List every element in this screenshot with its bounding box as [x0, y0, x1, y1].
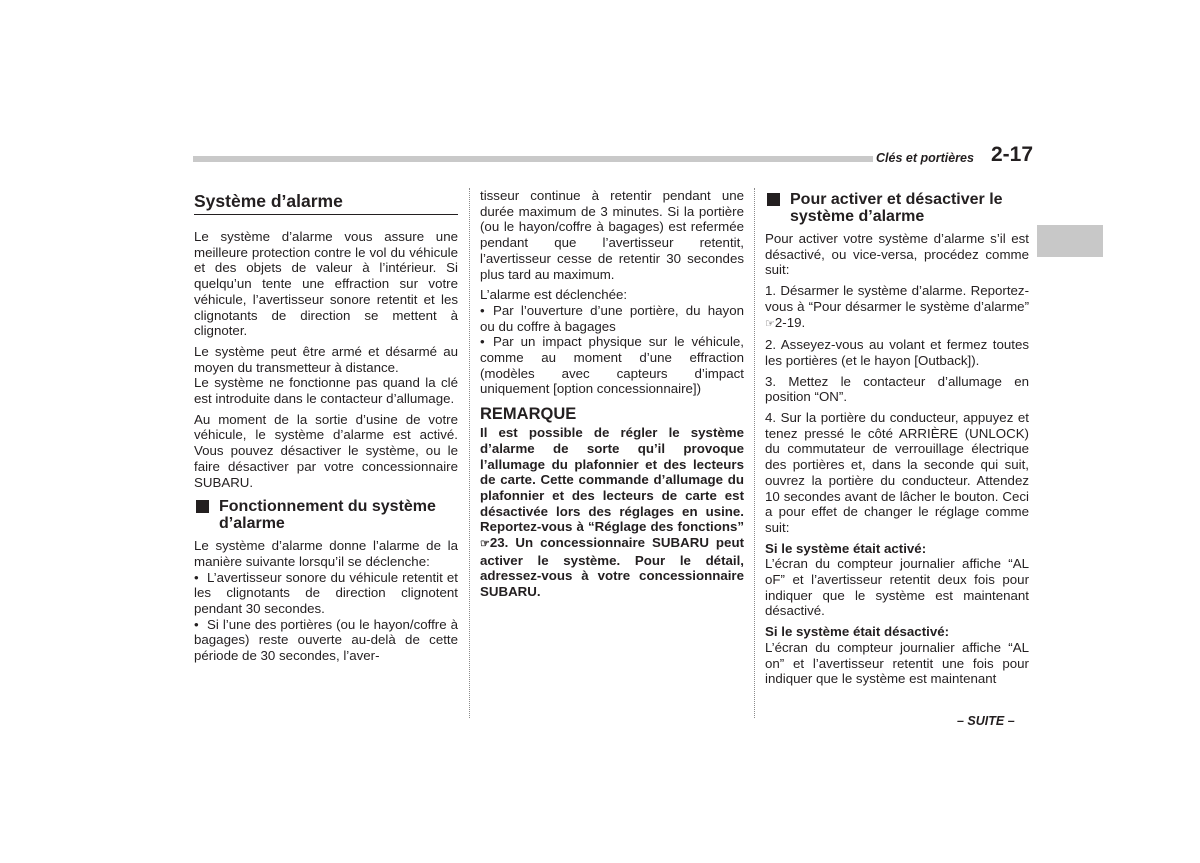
paragraph: Le système d’alarme vous assure une meilleure protection contre le vol du véhicule et des objets de valeur à l’intérieur. Si quelqu’un tente une effraction sur votre véhicule, l’avertisseur sonore retentit et les clignotants de direction se mettent à clignoter. [194, 229, 458, 339]
subsection-heading-text: Fonctionnement du système d’alarme [219, 498, 436, 533]
square-bullet-icon [767, 193, 780, 206]
bullet-text: Par l’ouverture d’une portière, du hayon ou du coffre à bagages [480, 302, 744, 334]
subsection-heading [194, 498, 458, 532]
chapter-tab [1037, 225, 1103, 257]
bullet-item [194, 570, 458, 617]
paragraph: Le système ne fonctionne pas quand la clé est introduite dans le contacteur d’allumage. [194, 375, 458, 407]
reference-pointer-icon: ☞ [480, 538, 490, 551]
bullet-text: Par un impact physique sur le véhicule, comme au moment d’une effraction (modèles avec capteurs d’impact uniquement [option concessionnaire]) [480, 334, 744, 397]
step-item: 2. Asseyez-vous au volant et fermez toutes les portières (et le hayon [Outback]). [765, 337, 1029, 368]
page-reference: 2-19. [774, 314, 806, 330]
header-rule [193, 156, 873, 162]
step-item: 3. Mettez le contacteur d’allumage en position “ON”. [765, 373, 1029, 405]
bullet-icon: • [194, 569, 199, 585]
chapter-title: Clés et portières [876, 151, 974, 165]
paragraph: Le système peut être armé et désarmé au moyen du transmetteur à distance. [194, 343, 458, 375]
case-heading: Si le système était désactivé: [765, 624, 950, 640]
column-1 [194, 188, 458, 664]
paragraph: tisseur continue à retentir pendant une durée maximum de 3 minutes. Si la portière (ou le hayon/coffre à bagages) est refermée pendant que l’avertisseur retentit, l’avertisseur cesse de retentir 30 secondes plus tard au maximum. [480, 188, 744, 282]
subsection-heading-text: Pour activer et désactiver le système d’alarme [790, 191, 1003, 225]
reference-pointer-icon: ☞ [765, 317, 775, 330]
bullet-text: L’avertisseur sonore du véhicule retentit et les clignotants de direction clignotent pendant 30 secondes. [194, 569, 458, 617]
bullet-item [480, 303, 744, 334]
remark-body [480, 425, 744, 600]
remark-text: . Un concessionnaire SUBARU peut activer le système. Pour le détail, adressez-vous à votre concessionnaire SUBARU. [480, 535, 744, 600]
page-reference: 23 [489, 535, 505, 551]
paragraph: Pour activer votre système d’alarme s’il est désactivé, ou vice-versa, procédez comme suit: [765, 231, 1029, 278]
paragraph: L’alarme est déclenchée: [480, 287, 628, 303]
column-divider-2 [754, 188, 755, 718]
step-item [765, 283, 1029, 332]
section-heading: Système d’alarme [194, 190, 458, 215]
remark-text: Il est possible de régler le système d’alarme de sorte qu’il provoque l’allumage du plafonnier et des lecteurs de carte. Cette commande d’allumage du plafonnier et des lecteurs de carte est désactivée lors des réglages en usine. Reportez-vous à “Réglage des fonctions” [480, 425, 744, 535]
paragraph: Au moment de la sortie d’usine de votre véhicule, le système d’alarme est activé. Vous pouvez désactiver le système, ou le faire désactiver par votre concessionnaire SUBARU. [194, 411, 458, 490]
square-bullet-icon [196, 500, 209, 513]
bullet-text: Si l’une des portières (ou le hayon/coffre à bagages) reste ouverte au-delà de cette période de 30 secondes, l’aver- [194, 616, 458, 664]
paragraph: L’écran du compteur journalier affiche “AL on” et l’avertisseur retentit une fois pour indiquer que le système est maintenant [765, 639, 1029, 687]
step-item: 4. Sur la portière du conducteur, appuyez et tenez pressé le côté ARRIÈRE (UNLOCK) du commutateur de verrouillage électrique des portières et, dans la seconde qui suit, ouvrez la portière du conducteur. Attendez 10 secondes avant de lâcher le bouton. Ceci a pour effet de changer le réglage comme suit: [765, 410, 1029, 535]
bullet-item [194, 617, 458, 664]
subsection-heading [765, 191, 1029, 225]
bullet-icon: • [194, 616, 199, 632]
remark-title: REMARQUE [480, 405, 577, 424]
step-text: 1. Désarmer le système d’alarme. Reportez-vous à “Pour désarmer le système d’alarme” [765, 283, 1029, 314]
column-2 [480, 188, 744, 605]
column-divider-1 [469, 188, 470, 718]
paragraph: Le système d’alarme donne l’alarme de la manière suivante lorsqu’il se déclenche: [194, 538, 458, 569]
page-number: 2-17 [991, 143, 1034, 166]
bullet-icon: • [480, 302, 485, 318]
bullet-item [480, 334, 744, 397]
continued-label: – SUITE – [957, 714, 1015, 728]
column-3 [765, 188, 1029, 687]
case-heading: Si le système était activé: [765, 540, 927, 556]
paragraph: L’écran du compteur journalier affiche “AL oF” et l’avertisseur retentit deux fois pour indiquer que le système est maintenant désactivé. [765, 556, 1029, 619]
bullet-icon: • [480, 334, 485, 350]
